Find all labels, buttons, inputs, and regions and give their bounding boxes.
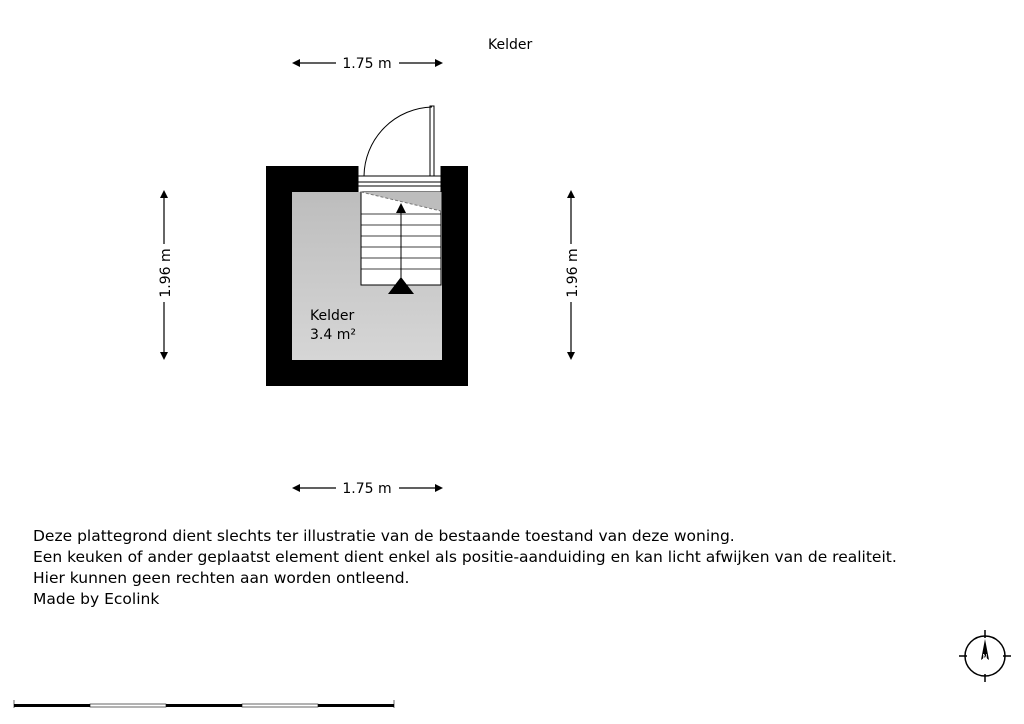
disclaimer-line-1: Deze plattegrond dient slechts ter illustratie van de bestaande toestand van deze woning. (33, 527, 735, 545)
dimension-right (565, 190, 581, 360)
room-name: Kelder (310, 308, 355, 324)
compass-icon (959, 630, 1011, 682)
dimension-right-label: 1.96 m (565, 248, 581, 298)
disclaimer-line-4: Made by Ecolink (33, 590, 160, 608)
dimension-left-label: 1.96 m (158, 248, 174, 298)
dimension-bottom-label: 1.75 m (342, 481, 392, 497)
page-title: Kelder (488, 37, 533, 53)
scale-bar (14, 700, 394, 708)
door-swing (364, 106, 434, 176)
stairs (361, 192, 441, 294)
disclaimer-line-3: Hier kunnen geen rechten aan worden ontleend. (33, 569, 410, 587)
dimension-left (158, 190, 174, 360)
dimension-top-label: 1.75 m (342, 56, 392, 72)
compass-north-label: N (982, 653, 988, 661)
door-opening (358, 166, 441, 192)
disclaimer-line-2: Een keuken of ander geplaatst element dient enkel als positie-aanduiding en kan licht afwijken van de realiteit. (33, 548, 897, 566)
disclaimer (33, 526, 897, 610)
dimension-bottom (292, 481, 443, 497)
room-area: 3.4 m² (310, 327, 356, 343)
dimension-top (292, 56, 443, 72)
